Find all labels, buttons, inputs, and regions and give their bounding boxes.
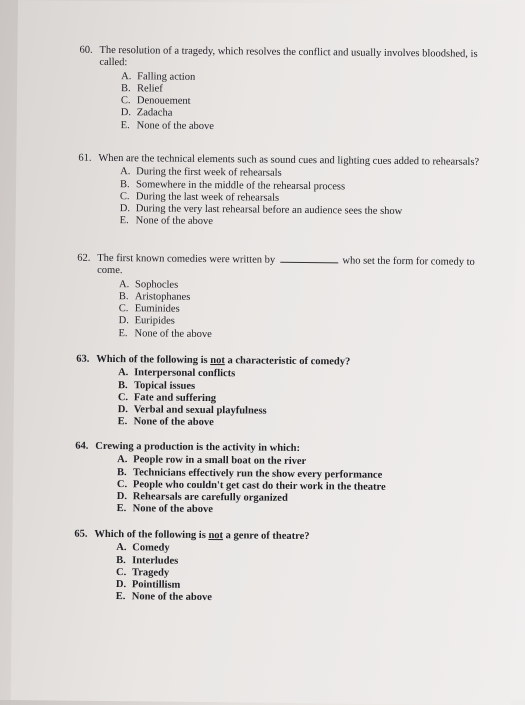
option-d: D. Euripides (118, 315, 175, 328)
answer-options (116, 542, 495, 607)
option-a: A. During the first week of rehearsals (120, 166, 282, 180)
question-60 (79, 45, 500, 136)
option-b: B. Interludes (116, 554, 179, 567)
option-b: B. Topical issues (117, 379, 196, 392)
answer-options (121, 71, 500, 136)
option-b: B. Technicians effectively run the show every performance (117, 466, 383, 481)
question-number: 65. (74, 528, 88, 540)
answer-options (120, 166, 499, 231)
question-stem: Which of the following is not a characteristic of comedy? (96, 353, 351, 368)
option-c: C. Fate and suffering (117, 391, 217, 404)
question-number: 60. (79, 44, 93, 56)
option-e: E. None of the above (117, 416, 214, 429)
answer-options (117, 454, 496, 519)
question-number: 64. (75, 440, 89, 452)
question-61 (78, 153, 499, 232)
question-number: 61. (78, 152, 92, 164)
question-stem: Which of the following is not a genre of theatre? (94, 528, 310, 543)
option-c: C. Tragedy (115, 566, 170, 579)
option-d: D. Pointillism (115, 579, 181, 591)
option-c: C. Denouement (120, 95, 191, 108)
option-d: D. Zadacha (120, 107, 173, 120)
option-e: E. None of the above (115, 591, 213, 604)
question-62 (76, 253, 497, 344)
question-stem: The resolution of a tragedy, which resolves the conflict and usually involves bloodshed, is called: (99, 44, 478, 69)
option-c: C. Euminides (118, 303, 180, 315)
question-number: 63. (76, 353, 90, 365)
answer-options (118, 279, 497, 344)
option-a: A. Sophocles (118, 278, 179, 291)
option-a: A. Interpersonal conflicts (118, 367, 236, 380)
question-64 (75, 441, 496, 520)
question-63 (76, 354, 497, 433)
option-b: B. Aristophanes (118, 290, 191, 303)
option-e: E. None of the above (118, 327, 212, 340)
question-stem: When are the technical elements such as sound cues and lighting cues added to rehearsals? (98, 152, 480, 168)
option-c: C. During the last week of rehearsals (119, 190, 280, 204)
question-65 (74, 529, 495, 608)
option-d: D. Rehearsals are carefully organized (116, 491, 288, 505)
option-e: E. None of the above (116, 503, 213, 516)
exam-sheet (11, 0, 518, 705)
option-c: C. People who couldn't get cast do their work in the theatre (116, 478, 386, 493)
option-a: A. People row in a small boat on the river (117, 454, 307, 468)
answer-options (118, 367, 497, 432)
option-b: B. Relief (121, 82, 163, 95)
question-number: 62. (77, 252, 91, 264)
option-d: D. Verbal and sexual playfulness (117, 404, 267, 417)
option-e: E. None of the above (119, 215, 214, 228)
option-a: A. Comedy (116, 542, 170, 554)
option-b: B. Somewhere in the middle of the rehearsal process (120, 178, 346, 193)
question-stem: Crewing a production is the activity in which: (95, 440, 301, 454)
option-d: D. During the very last rehearsal before an audience sees the show (119, 203, 403, 218)
question-stem: The first known comedies were written by who set the form for comedy to come. (97, 252, 475, 277)
option-a: A. Falling action (121, 70, 196, 83)
option-e: E. None of the above (120, 119, 215, 132)
emphasis-not: not (210, 355, 225, 367)
emphasis-not: not (208, 530, 224, 542)
fill-in-blank (280, 262, 338, 264)
